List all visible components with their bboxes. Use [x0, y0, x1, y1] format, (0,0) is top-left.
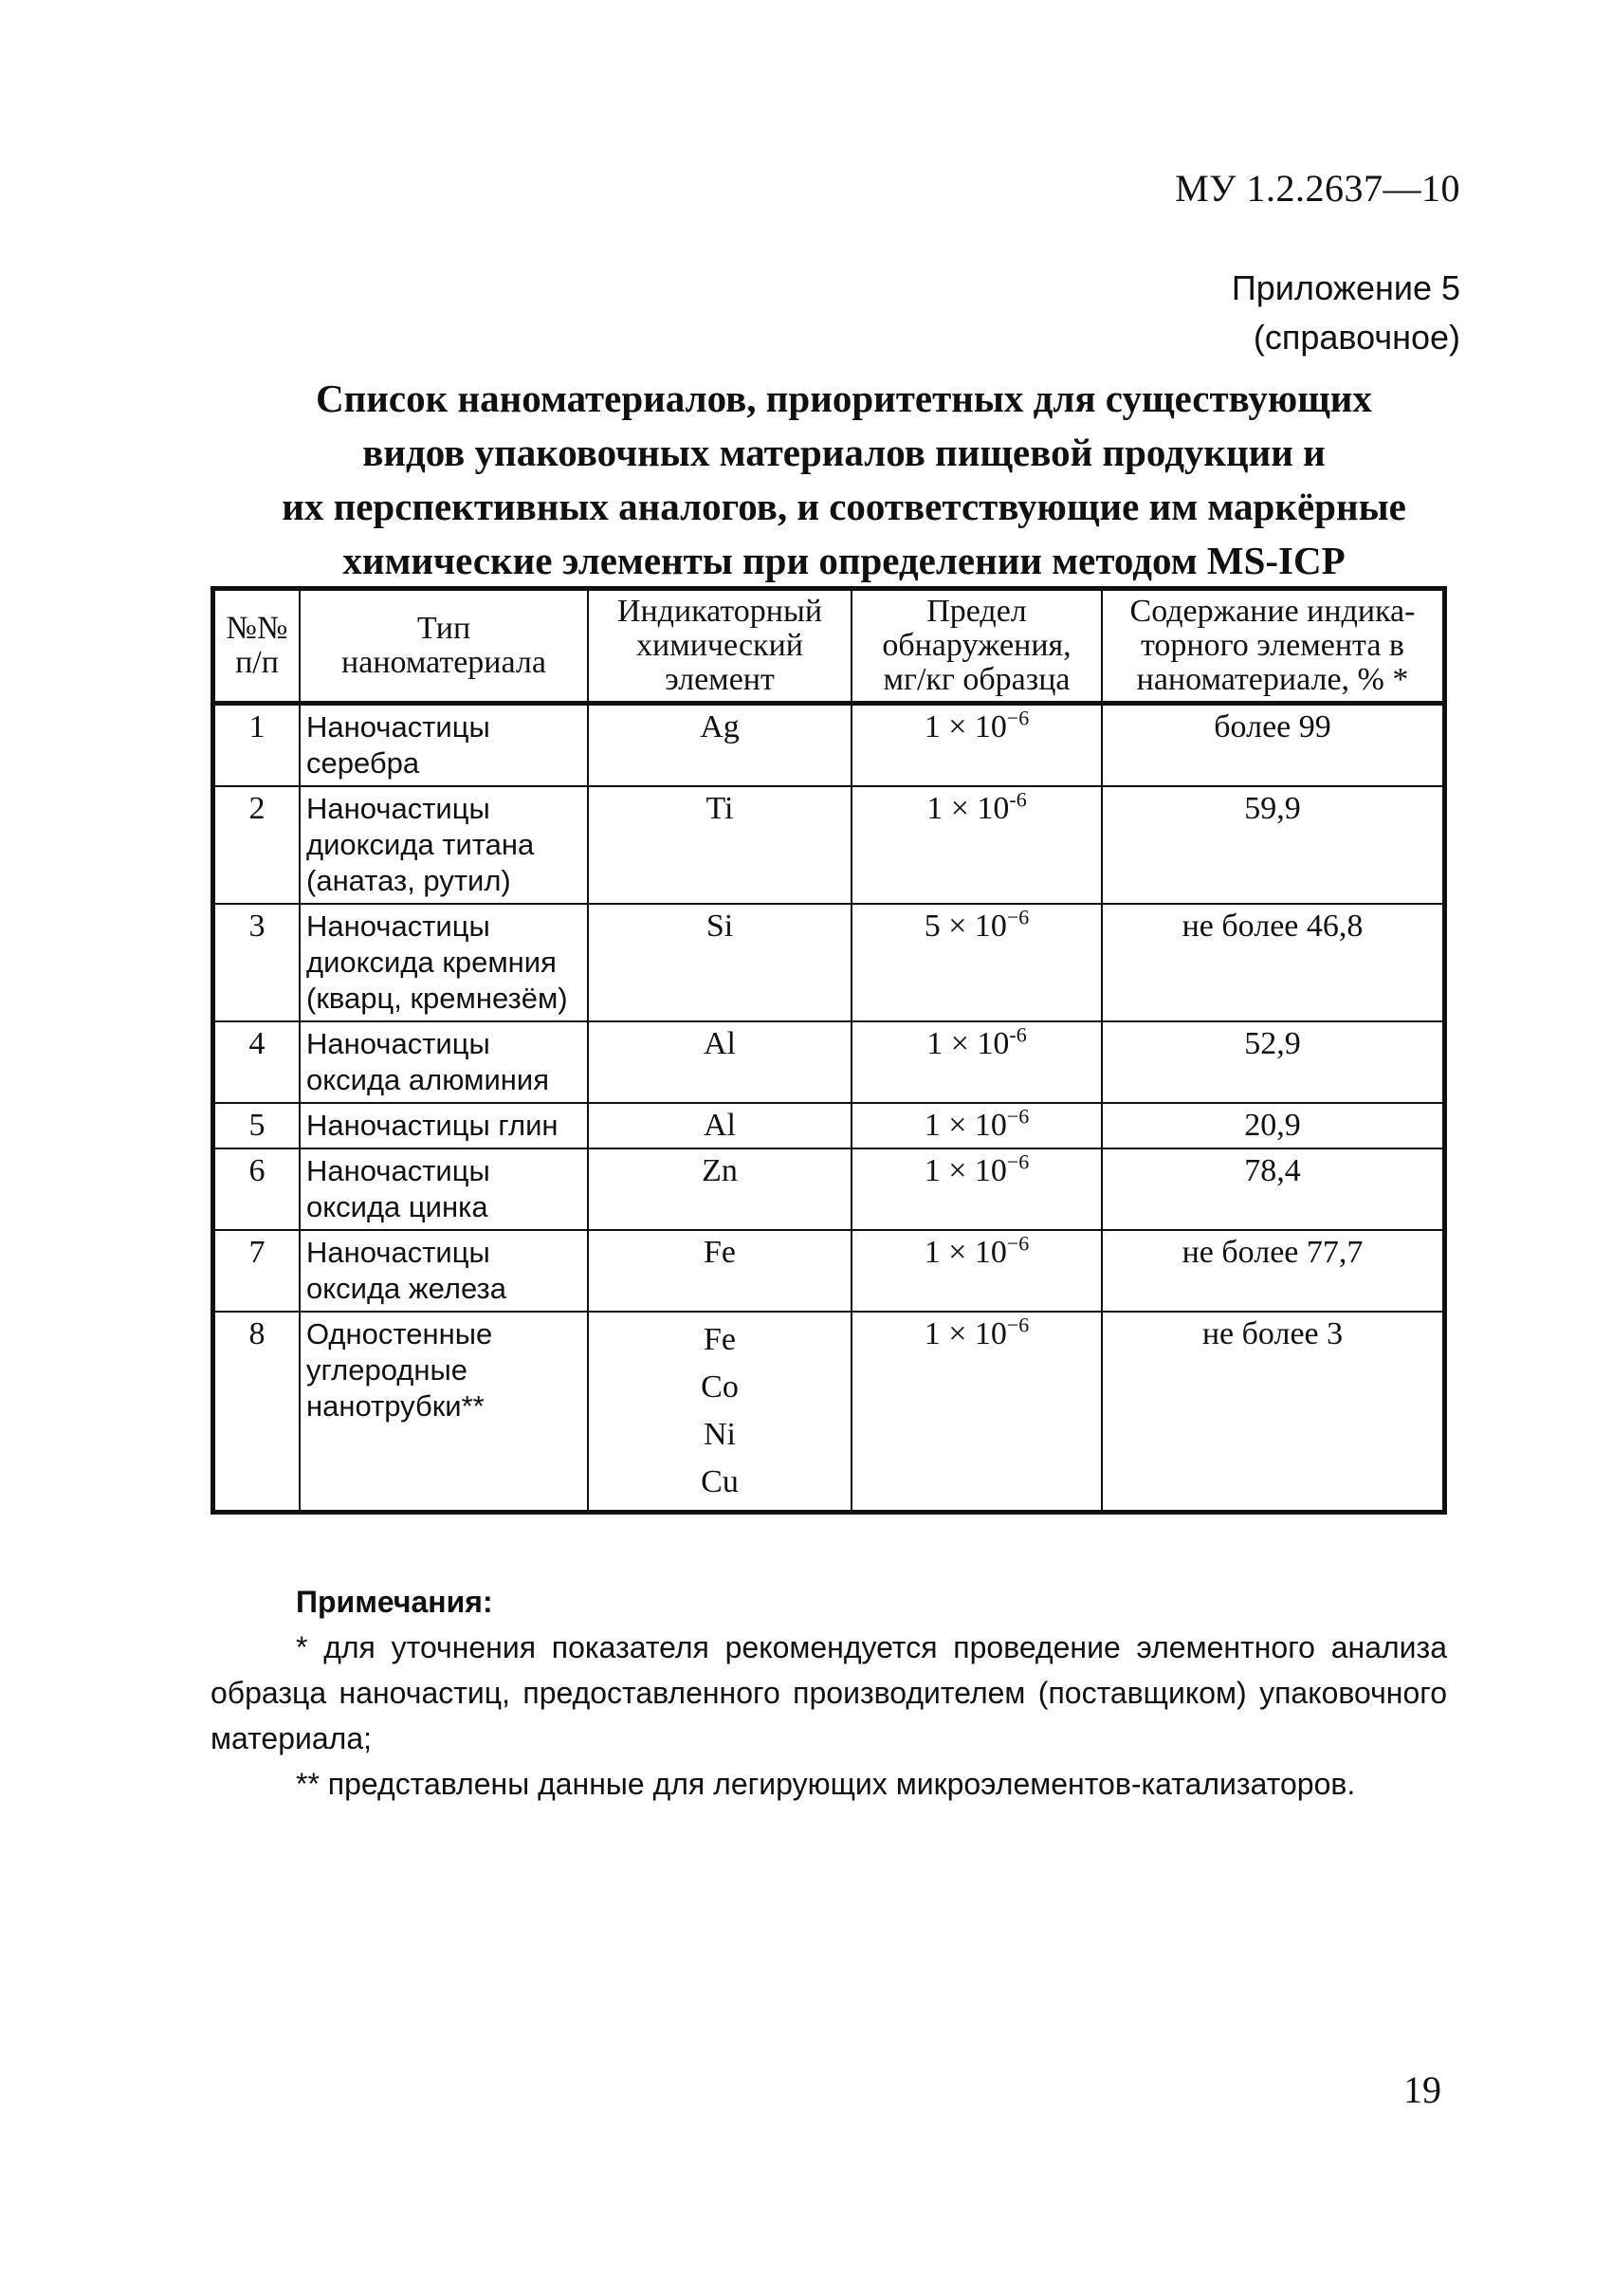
row-type-line: Наночастицы глин	[306, 1109, 559, 1142]
limit-exponent: −6	[1006, 1104, 1030, 1129]
limit-base: 1 × 10	[924, 1153, 1007, 1188]
row-content: 59,9	[1102, 786, 1445, 904]
row-content: 52,9	[1102, 1021, 1445, 1103]
row-num: 3	[213, 904, 301, 1021]
row-limit	[852, 1021, 1102, 1103]
row-element: Ti	[588, 786, 852, 904]
row-type-line: оксида цинка	[306, 1190, 488, 1223]
note-item: * для уточнения показателя рекомендуется проведение элементного анализа образца наночастиц, предоставленного производителем (поставщиком) упаковочного материала;	[211, 1630, 1447, 1755]
table-row	[213, 704, 1445, 787]
table-row	[213, 904, 1445, 1021]
row-type-line: Наночастицы	[306, 792, 490, 825]
row-type-line: Наночастицы	[306, 710, 490, 744]
row-limit	[852, 1103, 1102, 1148]
row-type-line: диоксида кремния	[306, 946, 557, 979]
note-item: ** представлены данные для легирующих микроэлементов-катализаторов.	[296, 1767, 1356, 1801]
appendix-label	[1232, 264, 1460, 362]
row-type-line: оксида алюминия	[306, 1063, 549, 1096]
header-content-line: наноматериале, % *	[1136, 662, 1409, 697]
title-line: их перспективных аналогов, и соответствующие им маркёрные	[282, 485, 1406, 528]
row-type-line: (анатаз, рутил)	[306, 864, 511, 897]
row-type-line: углеродные	[306, 1353, 467, 1387]
limit-base: 1 × 10	[924, 1108, 1007, 1143]
row-element: Si	[588, 904, 852, 1021]
header-element	[588, 589, 852, 704]
header-content-line: торного элемента в	[1141, 628, 1404, 663]
header-limit-line: мг/кг образца	[883, 662, 1071, 697]
row-type	[300, 904, 588, 1021]
row-num: 5	[213, 1103, 301, 1148]
row-element: Ag	[588, 704, 852, 787]
nanomaterials-table	[211, 586, 1447, 1515]
row-num: 7	[213, 1230, 301, 1312]
header-num-line: №№	[226, 611, 288, 646]
row-content: 78,4	[1102, 1148, 1445, 1230]
row-type-line: диоксида титана	[306, 828, 535, 861]
row-num: 1	[213, 704, 301, 787]
limit-exponent: -6	[1009, 787, 1027, 812]
row-type-line: нанотрубки**	[306, 1389, 485, 1423]
page-title	[190, 372, 1498, 588]
header-num-line: п/п	[235, 645, 279, 680]
limit-exponent: −6	[1006, 706, 1030, 730]
header-type-line: наноматериала	[341, 645, 546, 680]
limit-base: 1 × 10	[924, 1235, 1007, 1270]
row-type-line: оксида железа	[306, 1272, 506, 1305]
limit-exponent: -6	[1009, 1022, 1027, 1047]
header-type	[300, 589, 588, 704]
header-type-line: Тип	[416, 611, 471, 646]
row-num: 8	[213, 1312, 301, 1513]
limit-base: 1 × 10	[924, 1316, 1007, 1351]
appendix-number: Приложение 5	[1231, 268, 1460, 307]
table-header-row	[213, 589, 1445, 704]
row-type	[300, 1148, 588, 1230]
table-row	[213, 1021, 1445, 1103]
row-num: 2	[213, 786, 301, 904]
limit-base: 1 × 10	[924, 709, 1007, 744]
limit-base: 1 × 10	[926, 791, 1010, 826]
title-line: видов упаковочных материалов пищевой продукции и	[362, 431, 1326, 474]
row-limit	[852, 1148, 1102, 1230]
doc-code: МУ 1.2.2637—10	[1175, 167, 1460, 210]
element-symbol: Fe	[704, 1322, 736, 1357]
limit-exponent: −6	[1006, 1231, 1030, 1256]
row-element	[588, 1312, 852, 1513]
header-content-line: Содержание индика-	[1129, 594, 1416, 629]
row-element: Al	[588, 1021, 852, 1103]
row-type-line: серебра	[306, 746, 420, 780]
header-limit-line: Предел	[926, 594, 1027, 629]
row-type	[300, 1103, 588, 1148]
table-row	[213, 1230, 1445, 1312]
notes-title: Примечания:	[296, 1585, 493, 1619]
table-row	[213, 1103, 1445, 1148]
limit-exponent: −6	[1006, 1149, 1030, 1174]
row-limit	[852, 1312, 1102, 1513]
row-num: 6	[213, 1148, 301, 1230]
row-type-line: Наночастицы	[306, 1027, 490, 1060]
limit-base: 1 × 10	[926, 1026, 1010, 1061]
table-row	[213, 1312, 1445, 1513]
header-limit	[852, 589, 1102, 704]
row-limit	[852, 904, 1102, 1021]
row-type	[300, 704, 588, 787]
element-symbol: Ni	[704, 1417, 736, 1452]
row-content: не более 77,7	[1102, 1230, 1445, 1312]
title-line: Список наноматериалов, приоритетных для существующих	[316, 377, 1372, 420]
row-limit	[852, 704, 1102, 787]
table-row	[213, 1148, 1445, 1230]
row-element: Al	[588, 1103, 852, 1148]
header-element-line: химический	[636, 628, 803, 663]
row-type	[300, 1230, 588, 1312]
page-number: 19	[1403, 2068, 1441, 2111]
limit-exponent: −6	[1006, 1313, 1030, 1337]
row-type-line: Одностенные	[306, 1317, 493, 1350]
element-symbol: Co	[701, 1369, 739, 1405]
row-type-line: Наночастицы	[306, 909, 490, 943]
row-num: 4	[213, 1021, 301, 1103]
row-content: не более 3	[1102, 1312, 1445, 1513]
row-element: Fe	[588, 1230, 852, 1312]
header-num	[213, 589, 301, 704]
limit-base: 5 × 10	[924, 909, 1007, 944]
row-type-line: Наночастицы	[306, 1236, 490, 1269]
element-symbol: Cu	[701, 1464, 739, 1499]
notes-section	[211, 1579, 1447, 1807]
appendix-type: (справочное)	[1253, 318, 1460, 357]
row-type-line: (кварц, кремнезём)	[306, 982, 568, 1015]
table-row	[213, 786, 1445, 904]
row-type-line: Наночастицы	[306, 1154, 490, 1187]
row-type	[300, 1021, 588, 1103]
row-limit	[852, 786, 1102, 904]
row-content: не более 46,8	[1102, 904, 1445, 1021]
limit-exponent: −6	[1006, 905, 1030, 929]
header-element-line: Индикаторный	[616, 594, 823, 629]
header-limit-line: обнаружения,	[882, 628, 1072, 663]
row-limit	[852, 1230, 1102, 1312]
row-content: 20,9	[1102, 1103, 1445, 1148]
row-element: Zn	[588, 1148, 852, 1230]
row-content: более 99	[1102, 704, 1445, 787]
header-content	[1102, 589, 1445, 704]
row-type	[300, 786, 588, 904]
title-line: химические элементы при определении методом MS-ICP	[342, 539, 1346, 582]
row-type	[300, 1312, 588, 1513]
header-element-line: элемент	[665, 662, 775, 697]
